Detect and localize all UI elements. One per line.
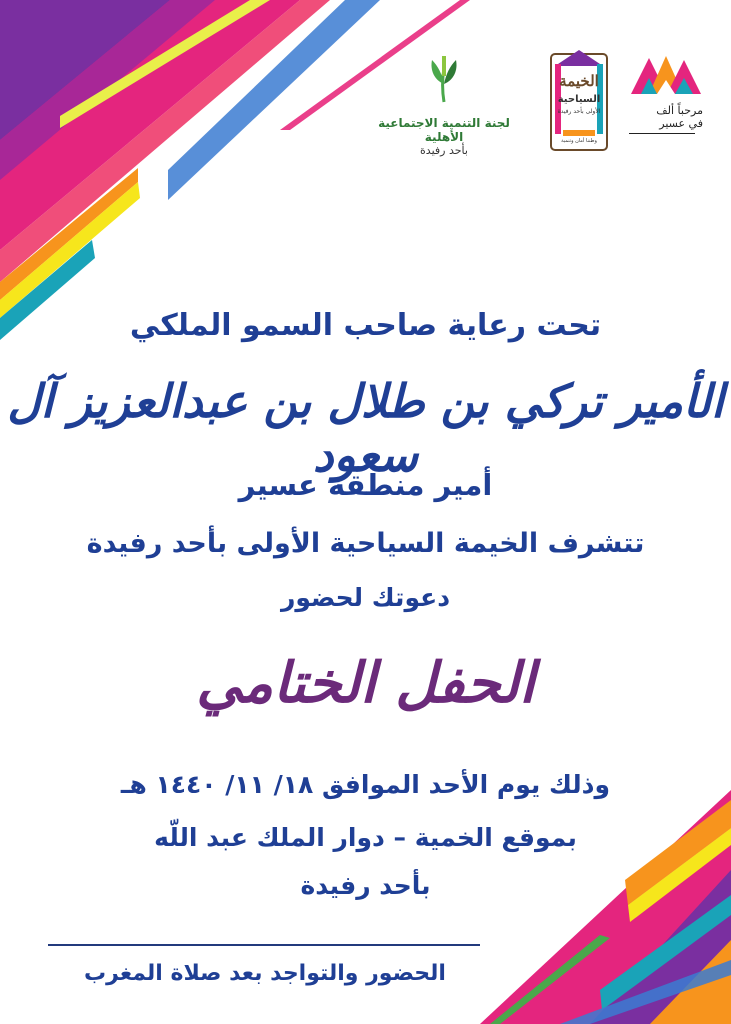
prince-name: الأمير تركي بن طلال بن عبدالعزيز آل سعود <box>7 374 724 482</box>
alf-line2: في عسير <box>659 117 703 130</box>
host-line: تتشرف الخيمة السياحية الأولى بأحد رفيدة <box>86 528 645 559</box>
prince-title: أمير منطقة عسير <box>238 468 493 502</box>
town-line: بأحد رفيدة <box>300 871 431 900</box>
date-line: وذلك يوم الأحد الموافق ١٨/ ١١/ ١٤٤٠ هـ <box>120 770 611 799</box>
committee-name: لجنة التنمية الاجتماعية الأهلية <box>378 116 510 144</box>
patronage-line: تحت رعاية صاحب السمو الملكي <box>129 308 602 343</box>
divider-line <box>48 944 480 946</box>
committee-logo <box>359 54 529 164</box>
invite-line: دعوتك لحضور <box>280 583 451 612</box>
attendance-note: الحضور والتواجد بعد صلاة المغرب <box>84 961 446 986</box>
tent-logo <box>547 44 611 154</box>
mountains-icon <box>629 50 703 96</box>
alf-logo <box>629 50 703 160</box>
logos-row <box>360 44 703 164</box>
palm-icon <box>424 54 464 104</box>
alf-line1: مرحباً ألف <box>656 104 703 117</box>
committee-place: بأحد رفيدة <box>420 144 468 157</box>
tent-title: الخيمة <box>559 72 599 90</box>
event-title: الحفل الختامي <box>196 650 535 716</box>
alf-underline <box>629 133 695 134</box>
tent-sub2: الأولى بأحد رفيدة <box>557 108 601 115</box>
tent-tag: وطننا أمان وتنمية <box>561 138 597 144</box>
tent-sub1: السياحية <box>557 94 601 105</box>
location-line: بموقع الخمية – دوار الملك عبد اللّه <box>154 823 577 852</box>
